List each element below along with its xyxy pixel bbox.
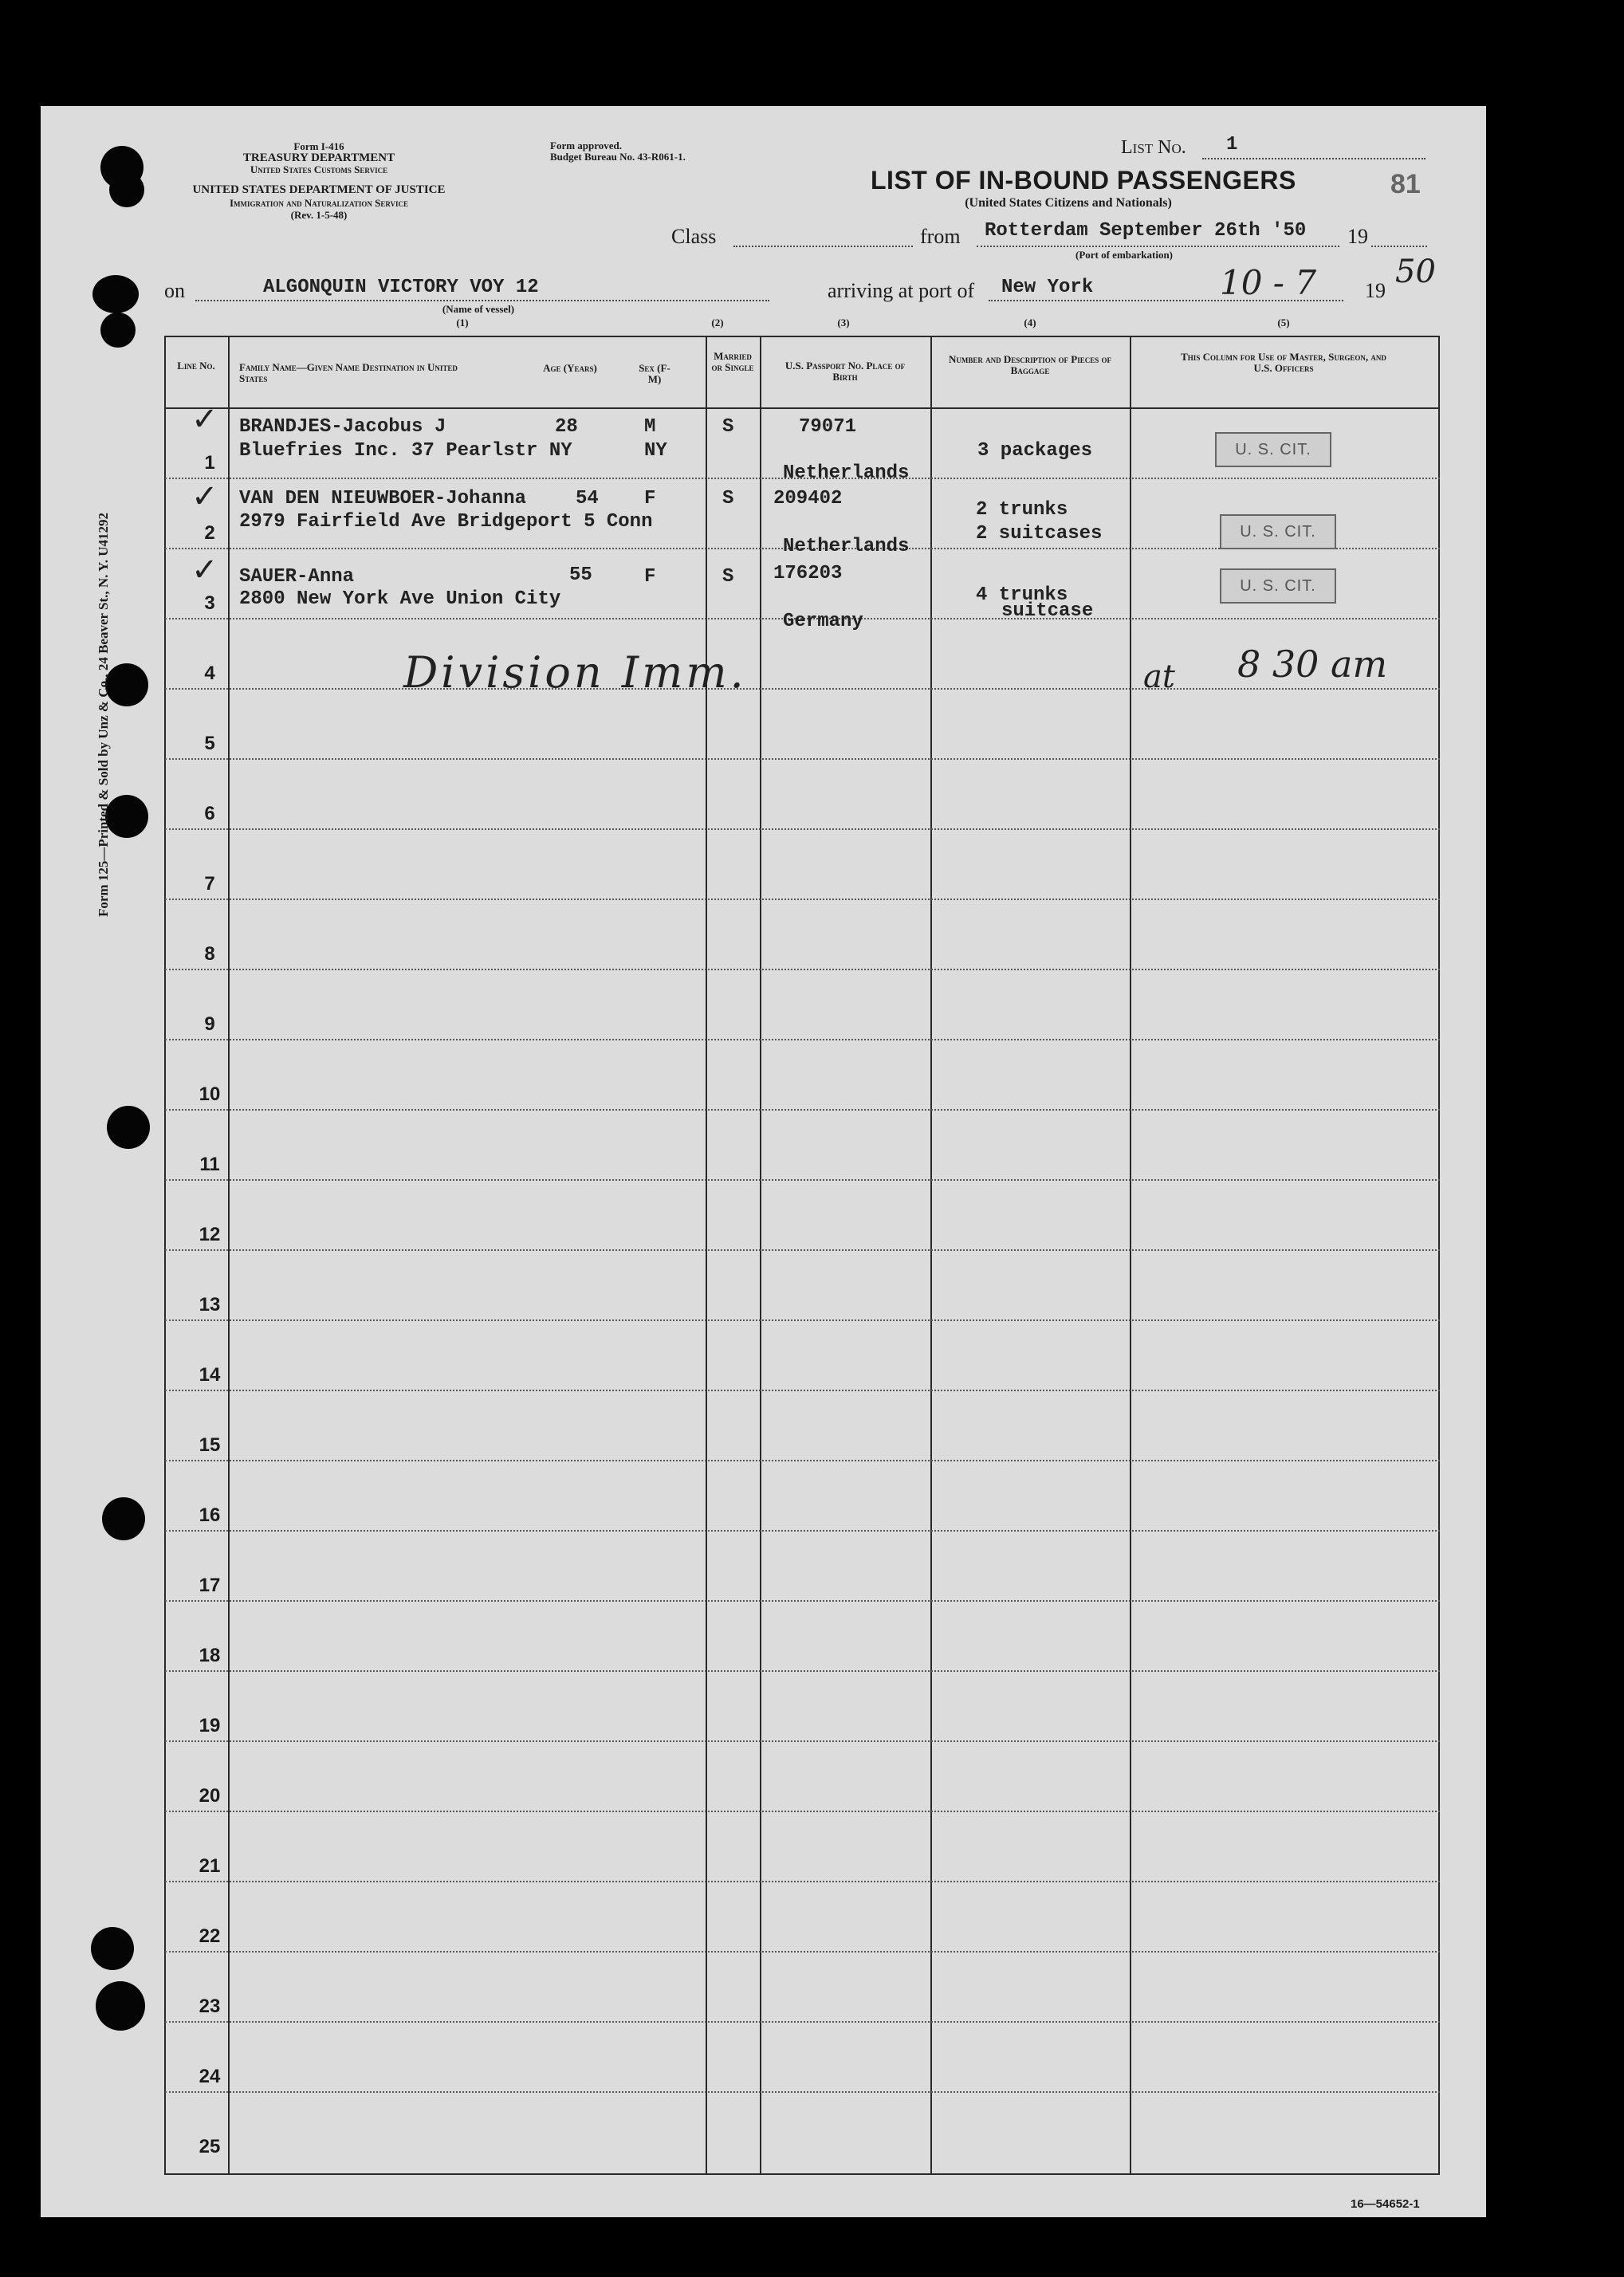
baggage-extra: 2 suitcases	[976, 523, 1103, 545]
col-divider	[706, 337, 707, 2175]
line-number: 5	[204, 733, 215, 754]
form-title: LIST OF IN-BOUND PASSENGERS	[871, 166, 1296, 195]
col-line: Line No.	[177, 360, 215, 372]
line-number: 8	[204, 943, 215, 965]
footer-code: 16—54652-1	[1351, 2197, 1420, 2211]
col-name: Family Name—Given Name Destination in United States	[239, 361, 458, 384]
row-line	[165, 1670, 1440, 1672]
row-line	[165, 1179, 1440, 1181]
line-number: 2	[204, 522, 215, 544]
col-married: Married or Single	[711, 350, 754, 373]
col-baggage: Number and Description of Pieces of Baggage	[949, 353, 1111, 376]
line-number: 16	[199, 1504, 221, 1526]
col-num-1: (1)	[456, 317, 469, 328]
col-sex: Sex (F-M)	[639, 362, 670, 385]
baggage-extra: suitcase	[1001, 600, 1094, 622]
handwritten-at: at	[1143, 659, 1175, 695]
col-num-4: (4)	[1024, 317, 1036, 328]
punch-hole	[105, 795, 148, 838]
line-number: 12	[199, 1224, 221, 1245]
baggage: 3 packages	[977, 440, 1093, 462]
punch-hole	[109, 172, 144, 207]
passenger-name: SAUER-Anna	[239, 566, 355, 588]
line-number: 17	[199, 1575, 221, 1596]
passenger-destination: 2800 New York Ave Union City	[239, 588, 561, 610]
header-divider	[164, 407, 1440, 409]
punch-hole	[107, 1106, 150, 1149]
passport-number: 79071	[799, 416, 857, 438]
printer-imprint: Form 125—Printed & Sold by Unz & Co., 24 Beaver St., N. Y. U41292	[96, 513, 111, 917]
col-divider	[930, 337, 932, 2175]
row-line	[165, 1319, 1440, 1321]
marital-status: S	[722, 488, 734, 509]
passenger-destination: Bluefries Inc. 37 Pearlstr NY	[239, 440, 572, 462]
row-line	[165, 2091, 1440, 2093]
row-line	[165, 1460, 1440, 1461]
row-line	[165, 899, 1440, 900]
port-note: (Port of embarkation)	[1075, 249, 1174, 261]
check-mark: ✓	[191, 401, 218, 438]
justice-dept: UNITED STATES DEPARTMENT OF JUSTICE	[192, 183, 446, 196]
row-line	[165, 2021, 1440, 2023]
year-line-1	[1371, 246, 1427, 247]
col-officers: This Column for Use of Master, Surgeon, and U.S. Officers	[1181, 351, 1386, 374]
arrival-year: 50	[1395, 254, 1436, 290]
customs-service: United States Customs Service	[250, 163, 388, 175]
line-number: 19	[199, 1715, 221, 1736]
list-number: 1	[1226, 134, 1238, 155]
marital-status: S	[722, 416, 734, 438]
line-number: 4	[204, 663, 215, 684]
marital-status: S	[722, 566, 734, 588]
line-number: 7	[204, 873, 215, 895]
line-number: 14	[199, 1364, 221, 1386]
year-prefix-1: 19	[1347, 225, 1368, 248]
baggage: 2 trunks	[976, 499, 1068, 521]
passenger-sex: M	[644, 416, 656, 438]
line-number: 11	[199, 1154, 220, 1175]
arrival-port: New York	[1001, 277, 1094, 298]
list-line	[1202, 158, 1425, 159]
passenger-destination: 2979 Fairfield Ave Bridgeport 5 Conn	[239, 511, 653, 533]
row-line	[165, 1109, 1440, 1111]
year-prefix-2: 19	[1365, 279, 1386, 302]
arriving-label: arriving at port of	[828, 279, 975, 302]
row-line	[165, 1600, 1440, 1602]
handwritten-time: 8 30 am	[1237, 643, 1388, 686]
col-divider	[760, 337, 761, 2175]
baggage: 4 trunks	[976, 584, 1068, 606]
line-number: 20	[199, 1785, 221, 1807]
form-subtitle: (United States Citizens and Nationals)	[965, 196, 1172, 210]
citizen-stamp: U. S. CIT.	[1215, 432, 1331, 467]
place-of-birth: Germany	[783, 611, 863, 632]
place-of-birth: Netherlands	[783, 536, 910, 557]
check-mark: ✓	[191, 478, 218, 515]
line-number: 22	[199, 1925, 221, 1947]
passenger-sex-note: NY	[644, 440, 667, 462]
row-line	[165, 1039, 1440, 1040]
from-label: from	[920, 225, 961, 248]
passenger-age: 55	[569, 564, 592, 586]
row-line	[165, 1249, 1440, 1251]
revision: (Rev. 1-5-48)	[290, 209, 348, 221]
row-line	[165, 758, 1440, 760]
col-divider	[1130, 337, 1131, 2175]
row-line	[165, 1951, 1440, 1953]
class-line	[733, 246, 913, 247]
passenger-sex: F	[644, 488, 656, 509]
from-line	[977, 246, 1339, 247]
passport-number: 176203	[773, 563, 843, 584]
row-line	[165, 688, 1440, 690]
passenger-age: 54	[576, 488, 599, 509]
citizen-stamp: U. S. CIT.	[1220, 568, 1336, 604]
page-number: 81	[1390, 169, 1421, 199]
col-age: Age (Years)	[543, 362, 597, 374]
col-passport: U.S. Passport No. Place of Birth	[784, 360, 906, 383]
passenger-age: 28	[555, 416, 578, 438]
line-number: 23	[199, 1996, 221, 2017]
line-number: 18	[199, 1645, 221, 1666]
row-line	[165, 1740, 1440, 1742]
row-line	[165, 1530, 1440, 1532]
punch-hole	[96, 1981, 145, 2031]
vessel-name: ALGONQUIN VICTORY VOY 12	[263, 277, 539, 298]
handwritten-signature: Division Imm.	[403, 647, 747, 698]
passenger-name: BRANDJES-Jacobus J	[239, 416, 446, 438]
row-line	[165, 1881, 1440, 1882]
line-number: 24	[199, 2066, 221, 2087]
line-number: 13	[199, 1294, 221, 1315]
on-label: on	[164, 279, 185, 302]
line-number: 21	[199, 1855, 221, 1877]
ins-service: Immigration and Naturalization Service	[229, 197, 409, 209]
row-line	[165, 1811, 1440, 1812]
check-mark: ✓	[191, 552, 218, 588]
punch-hole	[100, 313, 136, 348]
arrival-date: 10 - 7	[1220, 263, 1317, 302]
row-line	[165, 828, 1440, 830]
class-label: Class	[671, 225, 717, 248]
list-label: List No.	[1121, 137, 1186, 158]
line-number: 10	[199, 1083, 221, 1105]
form-number: Form I-416	[293, 140, 344, 152]
line-number: 15	[199, 1434, 221, 1456]
col-num-3: (3)	[837, 317, 850, 328]
passport-number: 209402	[773, 488, 843, 509]
budget-bureau: Budget Bureau No. 43-R061-1.	[550, 151, 686, 163]
vessel-note: (Name of vessel)	[442, 303, 515, 315]
passenger-name: VAN DEN NIEUWBOER-Johanna	[239, 488, 527, 509]
row-line	[165, 1390, 1440, 1391]
treasury-dept: TREASURY DEPARTMENT	[242, 151, 395, 164]
line-number: 6	[204, 803, 215, 824]
col-num-5: (5)	[1277, 317, 1290, 328]
place-of-birth: Netherlands	[783, 462, 910, 484]
line-number: 9	[204, 1013, 215, 1035]
form-approved: Form approved.	[550, 140, 623, 151]
line-number: 1	[204, 452, 215, 474]
row-line	[165, 969, 1440, 970]
citizen-stamp: U. S. CIT.	[1220, 514, 1336, 549]
col-num-2: (2)	[711, 317, 724, 328]
punch-hole	[91, 1927, 134, 1970]
embarkation-port: Rotterdam September 26th '50	[985, 220, 1307, 242]
vessel-line	[195, 300, 769, 301]
line-number: 3	[204, 592, 215, 614]
line-number: 25	[199, 2136, 221, 2157]
punch-hole	[92, 275, 139, 313]
punch-hole	[105, 663, 148, 706]
passenger-sex: F	[644, 566, 656, 588]
punch-hole	[102, 1497, 145, 1540]
